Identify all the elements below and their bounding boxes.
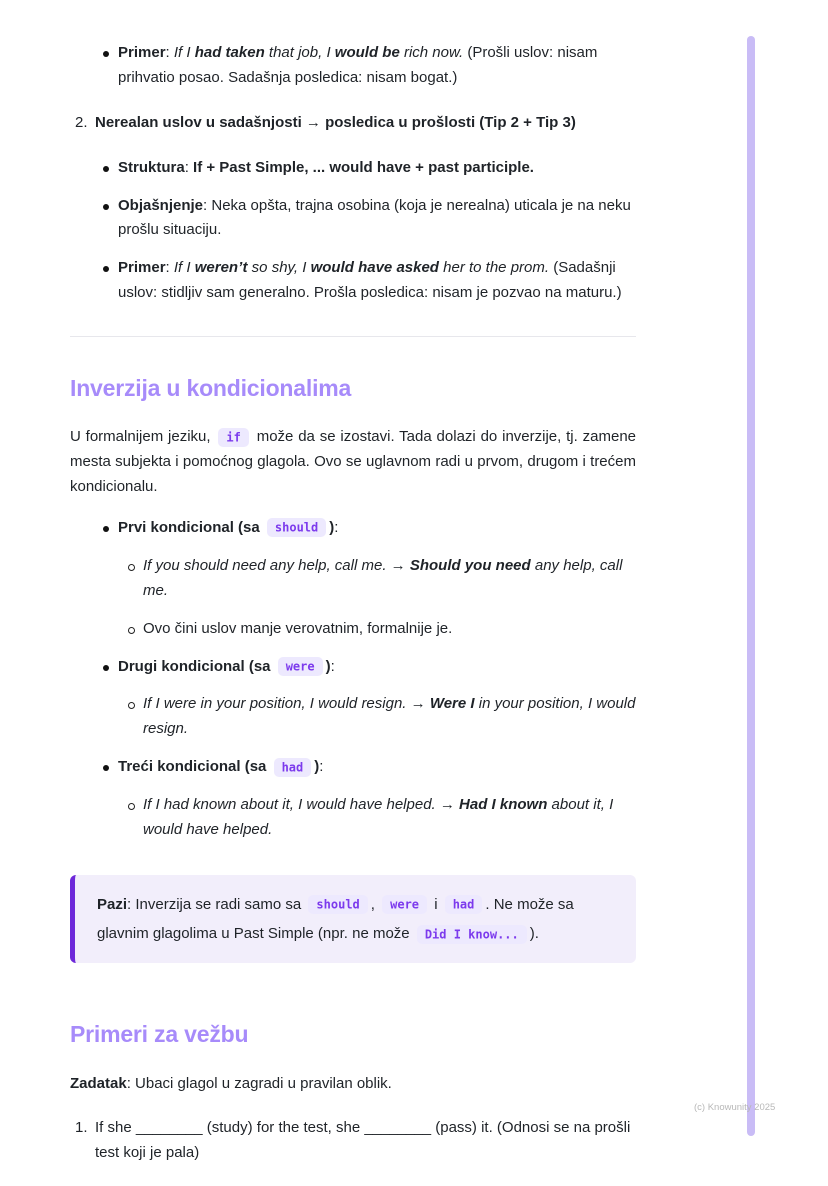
scrollbar[interactable]: [747, 36, 755, 1136]
text-segment: If I had known about it, I would have helped.: [143, 796, 436, 814]
text-segment: (Sadašnji uslov: stidljiv sam generalno. Prošla posledica: nisam je pozvao na maturu.): [118, 259, 622, 302]
exercise-item: [75, 1116, 636, 1166]
text-segment: Pazi: [97, 895, 128, 913]
sub-list-item-text: [143, 692, 636, 742]
list-item: [100, 41, 636, 91]
text-segment: ): [329, 518, 335, 536]
text-segment: rich now.: [399, 44, 464, 61]
circle-bullet-marker: [125, 793, 143, 843]
text-segment: weren’t: [194, 259, 248, 277]
callout-text: [97, 890, 614, 949]
copyright-watermark: (c) Knowunity 2025: [694, 1102, 776, 1113]
inline-code-chip: if: [218, 428, 248, 447]
text-segment: If you should need any help, call me.: [143, 556, 387, 574]
numbered-item: [75, 111, 636, 136]
bullet-marker: [100, 256, 118, 306]
bullet-marker: [100, 194, 118, 244]
sub-list-item: [125, 554, 636, 604]
circle-bullet-marker: [125, 554, 143, 604]
text-segment: Drugi kondicional (sa: [118, 657, 275, 675]
list-item: [100, 655, 636, 680]
numbered-item-title: [95, 111, 636, 136]
bullet-marker: [100, 41, 118, 91]
text-segment: Treći kondicional (sa: [118, 758, 271, 776]
text-segment: If + Past Simple, ... would have + past participle.: [193, 158, 534, 176]
text-segment: ): [314, 758, 320, 776]
inline-code-chip: should: [267, 518, 326, 537]
section-heading-primeri: Primeri za vežbu: [70, 1021, 249, 1048]
text-segment: : Ubaci glagol u zagradi u pravilan oblik.: [126, 1074, 392, 1092]
sub-list-item: [125, 692, 636, 742]
text-segment: :: [334, 518, 339, 536]
list-item: [100, 256, 636, 306]
inline-code-chip: Did I know...: [417, 925, 527, 944]
callout-pazi: [70, 875, 636, 964]
text-segment: Struktura: [118, 158, 185, 176]
text-segment: had taken: [194, 44, 265, 61]
text-segment: Ovo čini uslov manje verovatnim, formalnije je.: [143, 619, 453, 637]
text-segment: would be: [334, 44, 400, 61]
bullet-marker: [100, 156, 118, 181]
text-segment: would have asked: [310, 259, 439, 277]
text-segment: If she ________ (study) for the test, she ________ (pass) it. (Odnosi se na prošli test koji je pala): [95, 1119, 631, 1162]
text-segment: so shy, I: [247, 259, 311, 277]
list-item: [100, 156, 636, 181]
text-segment: . Ne može sa glavnim glagolima u Past Simple (npr. ne može: [97, 895, 574, 943]
text-segment: that job, I: [264, 44, 335, 61]
text-segment: about it, I would have helped.: [143, 796, 614, 838]
sub-list-item-text: [143, 617, 636, 642]
list-item-text: [118, 194, 636, 244]
text-segment: →: [435, 796, 460, 814]
text-segment: Were I: [429, 695, 475, 713]
list-item-text: [118, 655, 636, 680]
text-segment: If I: [173, 44, 195, 61]
item2-sublist: [70, 156, 636, 306]
text-segment: :: [319, 758, 324, 776]
bullet-marker: [100, 655, 118, 680]
list-item: [100, 755, 636, 780]
section-divider: [70, 336, 636, 337]
text-segment: ): [325, 657, 331, 675]
sub-list-item: [125, 793, 636, 843]
text-segment: i: [430, 895, 442, 913]
circle-bullet-marker: [125, 692, 143, 742]
text-segment: Objašnjenje: [118, 196, 204, 214]
bullet-marker: [100, 516, 118, 541]
item-number: 2.: [75, 113, 88, 131]
bullet-marker: [100, 755, 118, 780]
text-segment: ,: [370, 895, 380, 913]
text-segment: U formalnijem jeziku,: [70, 428, 216, 446]
text-segment: : Inverzija se radi samo sa: [127, 895, 306, 913]
list-item-text: [118, 41, 636, 91]
text-segment: in your position, I would resign.: [143, 695, 636, 738]
text-segment: Should you need: [409, 556, 531, 574]
text-segment: Primer: [118, 259, 166, 277]
inline-code-chip: were: [278, 657, 323, 676]
text-segment: Zadatak: [70, 1074, 127, 1092]
exercise-text: [95, 1116, 636, 1166]
list-item-text: [118, 516, 636, 541]
zadatak-line: [70, 1072, 636, 1097]
text-segment: : Neka opšta, trajna osobina (koja je nerealna) uticala je na neku prošlu situaciju.: [118, 196, 631, 239]
section-heading-inverzija: Inverzija u kondicionalima: [70, 375, 352, 402]
text-segment: :: [165, 259, 174, 277]
text-segment: her to the prom.: [438, 259, 550, 277]
text-segment: →: [386, 556, 410, 574]
text-segment: (Prošli uslov: nisam prihvatio posao. Sadašnja posledica: nisam bogat.): [118, 44, 598, 86]
text-segment: any help, call me.: [143, 556, 623, 599]
list-item-text: [118, 256, 636, 306]
list-item: [100, 516, 636, 541]
text-segment: ).: [529, 925, 539, 943]
text-segment: Primer: [118, 44, 166, 61]
text-segment: Nerealan uslov u sadašnjosti → posledica u prošlosti (Tip 2 + Tip 3): [95, 113, 576, 131]
list-item-text: [118, 755, 636, 780]
inline-code-chip: had: [274, 758, 312, 777]
sub-list-item-text: [143, 554, 636, 604]
document-content: [70, 28, 636, 1186]
list-item: [100, 194, 636, 244]
inline-code-chip: were: [382, 895, 427, 914]
inline-code-chip: should: [308, 895, 367, 914]
text-segment: If I: [173, 259, 195, 277]
paragraph: [70, 425, 636, 500]
text-segment: Prvi kondicional (sa: [118, 518, 264, 536]
inline-code-chip: had: [445, 895, 483, 914]
list-item-text: [118, 156, 636, 181]
exercise-number: 1.: [75, 1119, 88, 1137]
text-segment: Had I known: [459, 796, 548, 814]
text-segment: :: [330, 657, 335, 675]
sub-list-item: [125, 617, 636, 642]
text-segment: →: [406, 695, 430, 713]
text-segment: :: [184, 158, 194, 176]
sub-list-item-text: [143, 793, 636, 843]
text-segment: može da se izostavi. Tada dolazi do inverzije, tj. zamene mesta subjekta i pomoćnog glagola. Ovo se uglavnom radi u prvom, drugom i trećem kondicionalu.: [70, 428, 637, 496]
text-segment: :: [165, 44, 174, 61]
circle-bullet-marker: [125, 617, 143, 642]
text-segment: If I were in your position, I would resign.: [143, 695, 407, 713]
